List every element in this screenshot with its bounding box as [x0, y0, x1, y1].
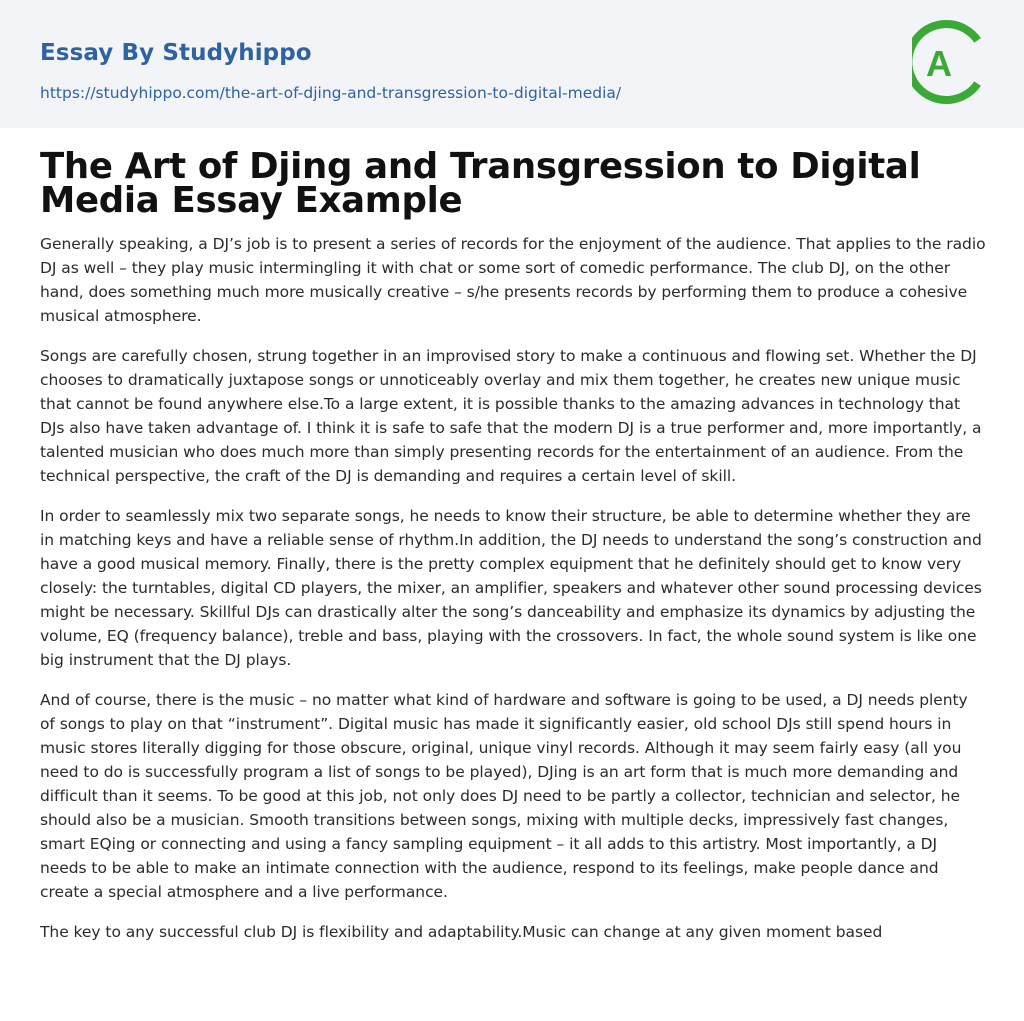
essay-paragraph: Generally speaking, a DJ’s job is to present a series of records for the enjoyment of the audience. That applies to the radio DJ as well – they play music intermingling it with chat or some sort of comedic performance. The club DJ, on the other hand, does something much more musically creative – s/he presents records by performing them to produce a cohesive musical atmosphere.	[40, 235, 986, 325]
essay-paragraph: The key to any successful club DJ is flexibility and adaptability.Music can change at any given moment based	[40, 923, 883, 941]
studyhippo-logo-icon[interactable]	[912, 18, 988, 106]
site-header	[0, 0, 1024, 128]
essay-paragraph: Songs are carefully chosen, strung together in an improvised story to make a continuous and flowing set. Whether the DJ chooses to dramatically juxtapose songs or unnoticeably overlay and mix them together, he creates new unique music that cannot be found anywhere else.To a large extent, it is possible thanks to the amazing advances in technology that DJs also have taken advantage of. I think it is safe to safe that the modern DJ is a true performer and, more importantly, a talented musician who does much more than simply presenting records for the entertainment of an audience. From the technical perspective, the craft of the DJ is demanding and requires a certain level of skill.	[40, 347, 982, 485]
essay-title: The Art of Djing and Transgression to Digital Media Essay Example	[40, 146, 921, 221]
essay-url-link[interactable]: https://studyhippo.com/the-art-of-djing-and-transgression-to-digital-media/	[40, 84, 622, 102]
site-title[interactable]: Essay By Studyhippo	[40, 40, 312, 66]
logo-letter: A	[926, 43, 952, 84]
essay-content	[40, 146, 986, 960]
essay-paragraph: And of course, there is the music – no matter what kind of hardware and software is going to be used, a DJ needs plenty of songs to play on that “instrument”. Digital music has made it significantly easier, old school DJs still spend hours in music stores literally digging for those obscure, original, unique vinyl records. Although it may seem fairly easy (all you need to do is successfully program a list of songs to be played), DJing is an art form that is much more demanding and difficult than it seems. To be good at this job, not only does DJ need to be partly a collector, technician and selector, he should also be a musician. Smooth transitions between songs, mixing with multiple decks, impressively fast changes, smart EQing or connecting and using a fancy sampling equipment – it all adds to this artistry. Most importantly, a DJ needs to be able to make an intimate connection with the audience, respond to its feelings, make people dance and create a special atmosphere and a live performance.	[40, 691, 968, 901]
essay-body	[40, 232, 986, 944]
essay-paragraph: In order to seamlessly mix two separate songs, he needs to know their structure, be able to determine whether they are in matching keys and have a reliable sense of rhythm.In addition, the DJ needs to understand the song’s construction and have a good musical memory. Finally, there is the pretty complex equipment that he definitely should get to know very closely: the turntables, digital CD players, the mixer, an amplifier, speakers and whatever other sound processing devices might be necessary. Skillful DJs can drastically alter the song’s danceability and emphasize its dynamics by adjusting the volume, EQ (frequency balance), treble and bass, playing with the crossovers. In fact, the whole sound system is like one big instrument that the DJ plays.	[40, 507, 982, 669]
